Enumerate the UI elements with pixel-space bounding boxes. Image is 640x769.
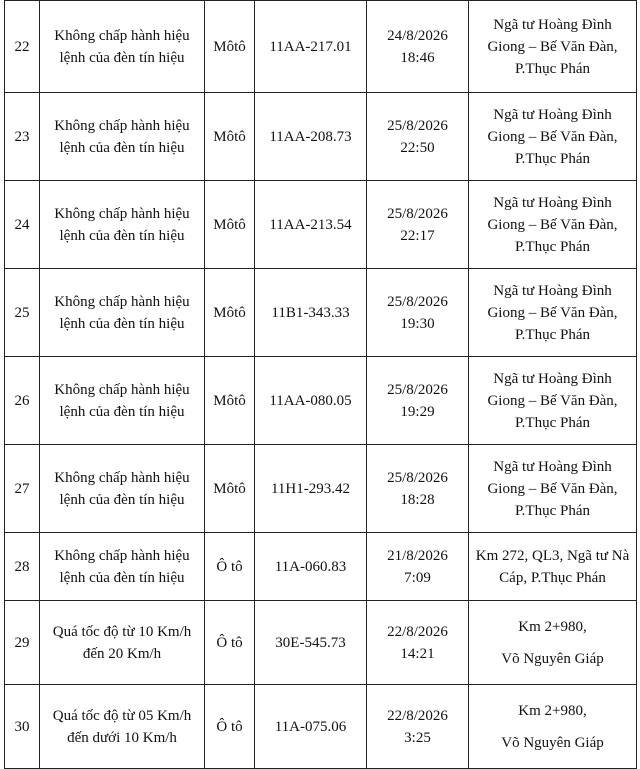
- location-text: Km 2+980,: [518, 618, 587, 635]
- table-row: [5, 685, 637, 769]
- license-plate-cell: 11A-075.06: [255, 685, 367, 769]
- location-text: P.Thục Phán: [515, 150, 590, 167]
- violation-time: 18:28: [400, 491, 435, 508]
- row-number-cell: 27: [5, 445, 40, 533]
- datetime-cell: [367, 1, 469, 93]
- location-text: Giong – Bế Văn Đàn,: [487, 392, 618, 409]
- violation-text: đến dưới 10 Km/h: [67, 729, 177, 746]
- location-text: Km 2+980,: [518, 702, 587, 719]
- violation-date: 25/8/2026: [387, 205, 448, 222]
- table-row: [5, 1, 637, 93]
- license-plate-cell: 11H1-293.42: [255, 445, 367, 533]
- location-spacer: [472, 638, 633, 648]
- location-text: Giong – Bế Văn Đàn,: [487, 216, 618, 233]
- location-cell: [469, 357, 637, 445]
- violation-time: 22:17: [400, 227, 435, 244]
- datetime-cell: [367, 93, 469, 181]
- license-plate-cell: 11AA-208.73: [255, 93, 367, 181]
- violation-cell: [40, 685, 205, 769]
- violation-date: 25/8/2026: [387, 117, 448, 134]
- violations-table-body: [5, 1, 637, 769]
- row-number-cell: 22: [5, 1, 40, 93]
- violation-cell: [40, 445, 205, 533]
- vehicle-type-cell: Môtô: [205, 93, 255, 181]
- violation-text: lệnh của đèn tín hiệu: [59, 227, 185, 244]
- location-text: Võ Nguyên Giáp: [501, 650, 604, 667]
- datetime-cell: [367, 269, 469, 357]
- row-number-cell: 24: [5, 181, 40, 269]
- violation-cell: [40, 357, 205, 445]
- violation-text: lệnh của đèn tín hiệu: [59, 403, 185, 420]
- datetime-cell: [367, 445, 469, 533]
- location-cell: [469, 181, 637, 269]
- row-number-cell: 30: [5, 685, 40, 769]
- table-row: [5, 533, 637, 601]
- violation-cell: [40, 93, 205, 181]
- violation-text: Không chấp hành hiệu: [54, 27, 190, 44]
- location-text: Km 272, QL3, Ngã tư Nà: [475, 547, 630, 564]
- location-cell: [469, 601, 637, 685]
- location-text: P.Thục Phán: [515, 60, 590, 77]
- violation-date: 21/8/2026: [387, 547, 448, 564]
- violation-text: Quá tốc độ từ 05 Km/h: [52, 707, 192, 724]
- location-cell: [469, 445, 637, 533]
- location-text: Ngã tư Hoàng Đình: [493, 458, 612, 475]
- location-text: Cáp, P.Thục Phán: [499, 569, 606, 586]
- row-number-cell: 28: [5, 533, 40, 601]
- vehicle-type-cell: Ô tô: [205, 533, 255, 601]
- row-number-cell: 29: [5, 601, 40, 685]
- datetime-cell: [367, 533, 469, 601]
- license-plate-cell: 11B1-343.33: [255, 269, 367, 357]
- violation-text: đến 20 Km/h: [82, 645, 162, 662]
- datetime-cell: [367, 685, 469, 769]
- location-text: Ngã tư Hoàng Đình: [493, 106, 612, 123]
- location-text: Ngã tư Hoàng Đình: [493, 370, 612, 387]
- license-plate-cell: 30E-545.73: [255, 601, 367, 685]
- violation-text: lệnh của đèn tín hiệu: [59, 139, 185, 156]
- location-cell: [469, 269, 637, 357]
- violation-cell: [40, 181, 205, 269]
- row-number-cell: 25: [5, 269, 40, 357]
- violation-cell: [40, 1, 205, 93]
- license-plate-cell: 11AA-217.01: [255, 1, 367, 93]
- violation-text: lệnh của đèn tín hiệu: [59, 49, 185, 66]
- location-text: Giong – Bế Văn Đàn,: [487, 480, 618, 497]
- license-plate-cell: 11AA-080.05: [255, 357, 367, 445]
- violation-date: 24/8/2026: [387, 27, 448, 44]
- location-cell: [469, 1, 637, 93]
- location-text: Ngã tư Hoàng Đình: [493, 194, 612, 211]
- location-text: P.Thục Phán: [515, 238, 590, 255]
- location-cell: [469, 685, 637, 769]
- table-row: [5, 445, 637, 533]
- location-cell: [469, 93, 637, 181]
- vehicle-type-cell: Ô tô: [205, 685, 255, 769]
- location-cell: [469, 533, 637, 601]
- vehicle-type-cell: Môtô: [205, 445, 255, 533]
- violation-text: Không chấp hành hiệu: [54, 469, 190, 486]
- violation-text: Quá tốc độ từ 10 Km/h: [52, 623, 192, 640]
- location-text: P.Thục Phán: [515, 414, 590, 431]
- violation-time: 19:30: [400, 315, 435, 332]
- violation-text: lệnh của đèn tín hiệu: [59, 315, 185, 332]
- violation-text: lệnh của đèn tín hiệu: [59, 569, 185, 586]
- table-row: [5, 357, 637, 445]
- location-text: Ngã tư Hoàng Đình: [493, 282, 612, 299]
- violation-cell: [40, 601, 205, 685]
- table-row: [5, 601, 637, 685]
- vehicle-type-cell: Môtô: [205, 181, 255, 269]
- table-row: [5, 181, 637, 269]
- location-text: Võ Nguyên Giáp: [501, 734, 604, 751]
- violation-text: Không chấp hành hiệu: [54, 547, 190, 564]
- row-number-cell: 26: [5, 357, 40, 445]
- violation-time: 7:09: [404, 569, 431, 586]
- location-text: Ngã tư Hoàng Đình: [493, 16, 612, 33]
- location-text: Giong – Bế Văn Đàn,: [487, 38, 618, 55]
- violation-date: 25/8/2026: [387, 381, 448, 398]
- violation-time: 14:21: [400, 645, 435, 662]
- vehicle-type-cell: Môtô: [205, 269, 255, 357]
- violation-text: lệnh của đèn tín hiệu: [59, 491, 185, 508]
- violations-table: [4, 0, 637, 769]
- violation-time: 22:50: [400, 139, 435, 156]
- violation-date: 22/8/2026: [387, 623, 448, 640]
- datetime-cell: [367, 181, 469, 269]
- row-number-cell: 23: [5, 93, 40, 181]
- violation-text: Không chấp hành hiệu: [54, 117, 190, 134]
- table-row: [5, 93, 637, 181]
- violation-date: 25/8/2026: [387, 293, 448, 310]
- location-text: Giong – Bế Văn Đàn,: [487, 304, 618, 321]
- violation-cell: [40, 269, 205, 357]
- datetime-cell: [367, 601, 469, 685]
- violation-text: Không chấp hành hiệu: [54, 381, 190, 398]
- violation-text: Không chấp hành hiệu: [54, 205, 190, 222]
- violation-date: 22/8/2026: [387, 707, 448, 724]
- violation-time: 3:25: [404, 729, 431, 746]
- license-plate-cell: 11A-060.83: [255, 533, 367, 601]
- location-text: P.Thục Phán: [515, 326, 590, 343]
- violation-time: 18:46: [400, 49, 435, 66]
- vehicle-type-cell: Môtô: [205, 1, 255, 93]
- violation-time: 19:29: [400, 403, 435, 420]
- violation-text: Không chấp hành hiệu: [54, 293, 190, 310]
- table-row: [5, 269, 637, 357]
- location-text: P.Thục Phán: [515, 502, 590, 519]
- vehicle-type-cell: Môtô: [205, 357, 255, 445]
- location-text: Giong – Bế Văn Đàn,: [487, 128, 618, 145]
- license-plate-cell: 11AA-213.54: [255, 181, 367, 269]
- violation-cell: [40, 533, 205, 601]
- datetime-cell: [367, 357, 469, 445]
- vehicle-type-cell: Ô tô: [205, 601, 255, 685]
- violation-date: 25/8/2026: [387, 469, 448, 486]
- location-spacer: [472, 722, 633, 732]
